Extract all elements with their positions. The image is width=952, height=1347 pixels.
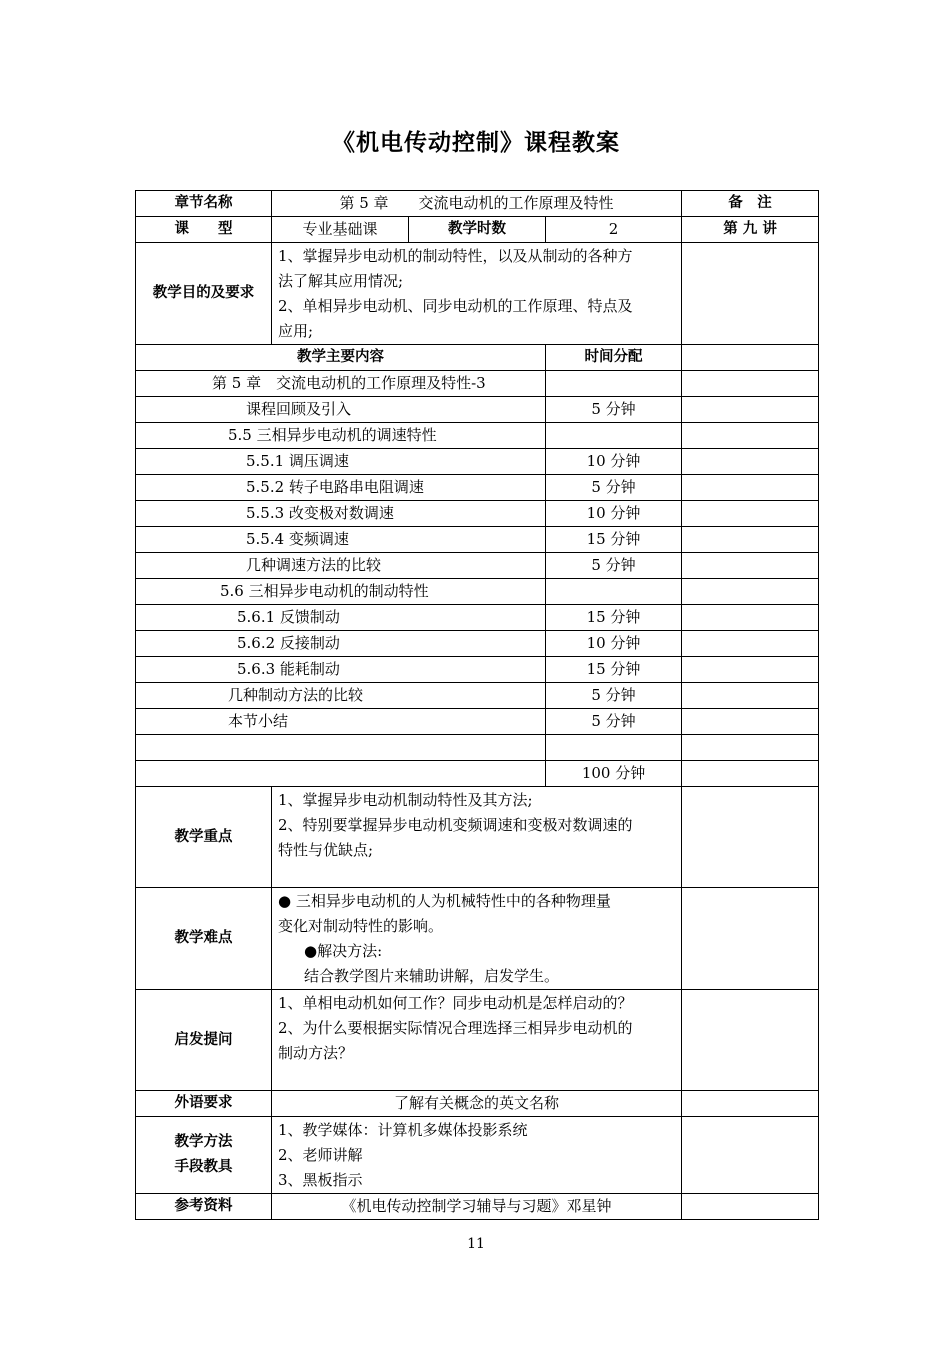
content-row	[136, 579, 819, 605]
difficulties-content	[272, 888, 682, 990]
objectives-line: 法了解其应用情况;	[278, 272, 404, 290]
lecture-number: 第 九 讲	[682, 217, 819, 243]
remarks-cell	[682, 761, 819, 787]
content-row	[136, 475, 819, 501]
lesson-plan-table	[135, 190, 819, 1220]
content-time	[546, 423, 682, 449]
content-text: 5.5 三相异步电动机的调速特性	[136, 423, 546, 449]
remarks-cell	[682, 449, 819, 475]
content-text: 5.5.4 变频调速	[136, 527, 546, 553]
remarks-cell	[682, 631, 819, 657]
content-time: 5 分钟	[546, 475, 682, 501]
content-text: 5.6.1 反馈制动	[136, 605, 546, 631]
remarks-cell	[682, 501, 819, 527]
objectives-line: 应用;	[278, 322, 314, 340]
content-text	[136, 761, 546, 787]
methods-line: 3、黑板指示	[278, 1171, 363, 1189]
hours-label: 教学时数	[409, 217, 546, 243]
remarks-label: 备 注	[682, 191, 819, 217]
content-row	[136, 501, 819, 527]
key-points-line: 2、特别要掌握异步电动机变频调速和变极对数调速的	[278, 816, 633, 834]
remarks-cell	[682, 397, 819, 423]
references-row	[136, 1194, 819, 1220]
chapter-label: 章节名称	[136, 191, 272, 217]
content-row	[136, 709, 819, 735]
references-label: 参考资料	[136, 1194, 272, 1220]
content-row	[136, 631, 819, 657]
content-row	[136, 371, 819, 397]
content-time	[546, 579, 682, 605]
remarks-cell	[682, 735, 819, 761]
content-time: 15 分钟	[546, 657, 682, 683]
methods-line: 2、老师讲解	[278, 1146, 363, 1164]
content-time: 5 分钟	[546, 397, 682, 423]
content-time: 5 分钟	[546, 553, 682, 579]
content-time: 15 分钟	[546, 527, 682, 553]
content-row	[136, 657, 819, 683]
content-row	[136, 527, 819, 553]
remarks-cell	[682, 1091, 819, 1117]
difficulties-line: ● 三相异步电动机的人为机械特性中的各种物理量	[278, 892, 611, 910]
content-time: 5 分钟	[546, 709, 682, 735]
references-value: 《机电传动控制学习辅导与习题》邓星钟	[272, 1194, 682, 1220]
content-total-row	[136, 761, 819, 787]
key-points-content	[272, 787, 682, 888]
foreign-value: 了解有关概念的英文名称	[272, 1091, 682, 1117]
questions-row	[136, 990, 819, 1091]
remarks-cell	[682, 1194, 819, 1220]
content-text: 5.6.3 能耗制动	[136, 657, 546, 683]
difficulties-line: 变化对制动特性的影响。	[278, 917, 444, 935]
methods-label-line: 手段教具	[174, 1159, 233, 1175]
objectives-row	[136, 243, 819, 345]
key-points-line: 特性与优缺点;	[278, 841, 374, 859]
content-row	[136, 397, 819, 423]
difficulties-row	[136, 888, 819, 990]
content-row	[136, 683, 819, 709]
questions-line: 2、为什么要根据实际情况合理选择三相异步电动机的	[278, 1019, 633, 1037]
content-row	[136, 449, 819, 475]
type-row	[136, 217, 819, 243]
chapter-value: 第 5 章 交流电动机的工作原理及特性	[272, 191, 682, 217]
type-value: 专业基础课	[272, 217, 409, 243]
remarks-cell	[682, 475, 819, 501]
key-points-row	[136, 787, 819, 888]
remarks-cell	[682, 243, 819, 345]
content-time: 10 分钟	[546, 631, 682, 657]
solution-text: 结合教学图片来辅助讲解，启发学生。	[304, 967, 560, 985]
content-text: 课程回顾及引入	[136, 397, 546, 423]
content-time	[546, 735, 682, 761]
difficulties-label: 教学难点	[136, 888, 272, 990]
content-header: 教学主要内容	[136, 345, 546, 371]
remarks-cell	[682, 527, 819, 553]
chapter-row	[136, 191, 819, 217]
content-text: 5.6 三相异步电动机的制动特性	[136, 579, 546, 605]
objectives-label: 教学目的及要求	[136, 243, 272, 345]
remarks-cell	[682, 787, 819, 888]
objectives-line: 1、掌握异步电动机的制动特性，以及从制动的各种方	[278, 247, 633, 265]
content-row	[136, 553, 819, 579]
content-text: 5.6.2 反接制动	[136, 631, 546, 657]
content-time	[546, 371, 682, 397]
remarks-cell	[682, 423, 819, 449]
content-text	[136, 735, 546, 761]
content-header-row	[136, 345, 819, 371]
questions-line: 制动方法？	[278, 1044, 354, 1062]
remarks-cell	[682, 1117, 819, 1194]
remarks-cell	[682, 345, 819, 371]
methods-line: 1、教学媒体：计算机多媒体投影系统	[278, 1121, 528, 1139]
methods-content	[272, 1117, 682, 1194]
page-title: 《机电传动控制》课程教案	[332, 129, 620, 156]
methods-label	[136, 1117, 272, 1194]
content-text: 5.5.2 转子电路串电阻调速	[136, 475, 546, 501]
key-points-line: 1、掌握异步电动机制动特性及其方法;	[278, 791, 533, 809]
remarks-cell	[682, 709, 819, 735]
content-time: 10 分钟	[546, 449, 682, 475]
remarks-cell	[682, 553, 819, 579]
content-text: 5.5.3 改变极对数调速	[136, 501, 546, 527]
content-text: 5.5.1 调压调速	[136, 449, 546, 475]
foreign-label: 外语要求	[136, 1091, 272, 1117]
questions-label: 启发提问	[136, 990, 272, 1091]
content-text: 本节小结	[136, 709, 546, 735]
remarks-cell	[682, 657, 819, 683]
hours-value: 2	[546, 217, 682, 243]
remarks-cell	[682, 888, 819, 990]
content-text: 几种调速方法的比较	[136, 553, 546, 579]
content-row	[136, 605, 819, 631]
remarks-cell	[682, 579, 819, 605]
content-text: 几种制动方法的比较	[136, 683, 546, 709]
content-row	[136, 735, 819, 761]
content-time: 15 分钟	[546, 605, 682, 631]
questions-line: 1、单相电动机如何工作？同步电动机是怎样启动的？	[278, 994, 633, 1012]
remarks-cell	[682, 371, 819, 397]
remarks-cell	[682, 990, 819, 1091]
remarks-cell	[682, 605, 819, 631]
content-time: 10 分钟	[546, 501, 682, 527]
content-row	[136, 423, 819, 449]
methods-row	[136, 1117, 819, 1194]
type-label: 课 型	[136, 217, 272, 243]
page-number: 11	[467, 1236, 485, 1252]
questions-content	[272, 990, 682, 1091]
content-time: 5 分钟	[546, 683, 682, 709]
key-points-label: 教学重点	[136, 787, 272, 888]
total-time: 100 分钟	[546, 761, 682, 787]
time-header: 时间分配	[546, 345, 682, 371]
remarks-cell	[682, 683, 819, 709]
methods-label-line: 教学方法	[174, 1134, 233, 1150]
objectives-content	[272, 243, 682, 345]
content-text: 第 5 章 交流电动机的工作原理及特性-3	[136, 371, 546, 397]
objectives-line: 2、单相异步电动机、同步电动机的工作原理、特点及	[278, 297, 633, 315]
foreign-row	[136, 1091, 819, 1117]
solution-heading: ●解决方法:	[304, 942, 383, 960]
